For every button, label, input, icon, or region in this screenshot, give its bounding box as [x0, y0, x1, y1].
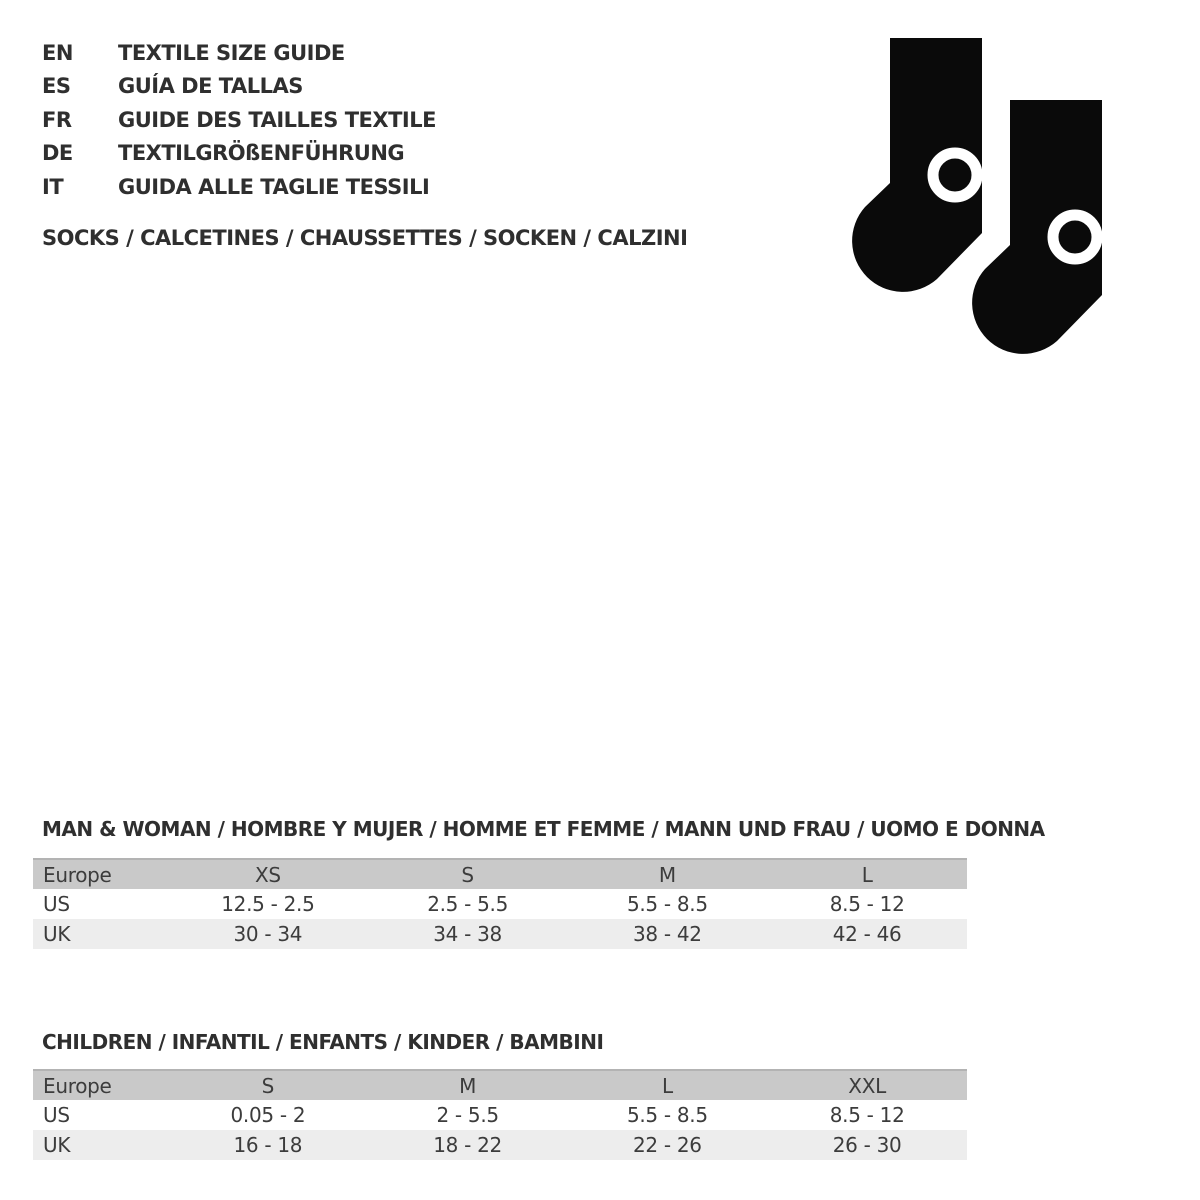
man-woman-section — [33, 817, 1045, 949]
language-code: IT — [42, 174, 64, 199]
children-section — [33, 1031, 967, 1160]
size-value: 18 - 22 — [433, 1133, 502, 1157]
language-code: EN — [42, 40, 73, 65]
column-header-xxl: XXL — [848, 1073, 886, 1098]
size-value: 38 - 42 — [633, 922, 702, 946]
category-title: SOCKS / CALCETINES / CHAUSSETTES / SOCKEN / CALZINI — [42, 226, 688, 250]
size-value: 0.05 - 2 — [230, 1103, 306, 1127]
language-code: ES — [42, 74, 71, 99]
sock-right-shape — [972, 100, 1102, 354]
size-value: 30 - 34 — [233, 922, 303, 946]
size-value: 8.5 - 12 — [829, 892, 905, 916]
language-row-it — [42, 170, 436, 204]
size-value: 26 - 30 — [832, 1133, 902, 1157]
size-value: 22 - 26 — [633, 1133, 702, 1157]
language-row-es — [42, 70, 436, 104]
column-header-s: S — [261, 1073, 275, 1098]
language-label: GUÍA DE TALLAS — [118, 74, 303, 99]
column-header-l: L — [861, 862, 873, 887]
row-label: UK — [43, 922, 71, 946]
language-code: DE — [42, 141, 73, 166]
language-title-list — [42, 36, 436, 204]
size-value: 42 - 46 — [832, 922, 902, 946]
language-label: TEXTILGRÖßENFÜHRUNG — [118, 141, 405, 166]
language-label: GUIDE DES TAILLES TEXTILE — [118, 107, 436, 132]
size-value: 2 - 5.5 — [436, 1103, 499, 1127]
sock-left-shape — [852, 38, 982, 292]
table-header-row — [33, 859, 967, 889]
column-header-s: S — [461, 862, 474, 887]
socks-icon — [830, 38, 1102, 356]
children-size-table — [33, 1069, 967, 1160]
row-label: UK — [43, 1133, 71, 1157]
column-header-europe: Europe — [43, 862, 112, 887]
row-label: US — [43, 892, 70, 916]
children-table-title: CHILDREN / INFANTIL / ENFANTS / KINDER / BAMBINI — [42, 1030, 604, 1054]
size-value: 8.5 - 12 — [829, 1103, 905, 1127]
language-row-en — [42, 36, 436, 70]
table-row-us — [33, 889, 967, 919]
size-value: 5.5 - 8.5 — [626, 1103, 708, 1127]
row-label: US — [43, 1103, 70, 1127]
table-header-row — [33, 1070, 967, 1100]
table-row-uk — [33, 1130, 967, 1160]
size-value: 34 - 38 — [433, 922, 502, 946]
language-row-de — [42, 137, 436, 171]
table-row-us — [33, 1100, 967, 1130]
language-row-fr — [42, 103, 436, 137]
column-header-l: L — [661, 1073, 673, 1098]
column-header-europe: Europe — [43, 1073, 112, 1098]
size-value: 2.5 - 5.5 — [427, 892, 509, 916]
size-value: 5.5 - 8.5 — [626, 892, 708, 916]
language-label: TEXTILE SIZE GUIDE — [118, 40, 345, 65]
table-row-uk — [33, 919, 967, 949]
man-woman-size-table — [33, 858, 967, 949]
size-value: 16 - 18 — [233, 1133, 303, 1157]
language-label: GUIDA ALLE TAGLIE TESSILI — [118, 174, 430, 199]
column-header-m: M — [658, 862, 676, 887]
column-header-xs: XS — [254, 862, 281, 887]
column-header-m: M — [459, 1073, 477, 1098]
man-woman-table-title: MAN & WOMAN / HOMBRE Y MUJER / HOMME ET FEMME / MANN UND FRAU / UOMO E DONNA — [42, 817, 1045, 841]
language-code: FR — [42, 107, 72, 132]
size-value: 12.5 - 2.5 — [221, 892, 315, 916]
